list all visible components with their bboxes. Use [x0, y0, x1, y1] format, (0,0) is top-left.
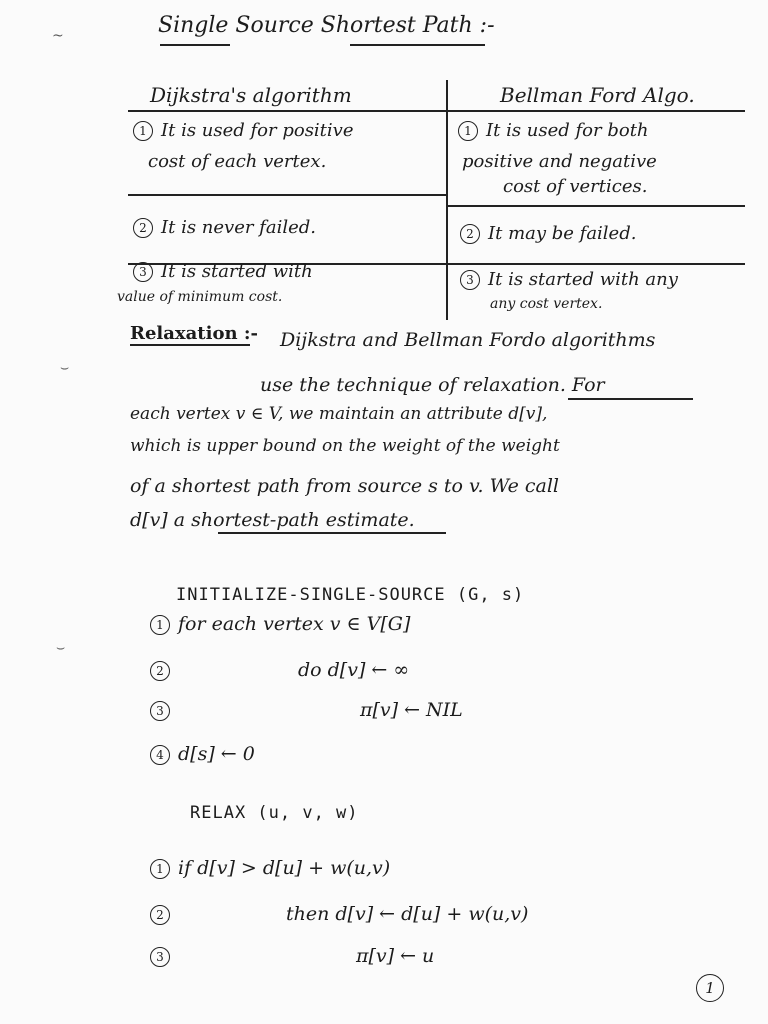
step-number-badge: 3 — [150, 701, 170, 721]
table-row-3-left: 3 It is started with — [133, 262, 313, 282]
row-number-badge: 2 — [460, 224, 480, 244]
table-row-1-left: 1 It is used for positive — [133, 121, 354, 141]
table-row-2-right: 2 It may be failed. — [460, 224, 636, 244]
page-title: Single Source Shortest Path :- — [158, 13, 495, 38]
relaxation-line: which is upper bound on the weight of the weight — [130, 436, 560, 456]
page-number: 1 — [696, 974, 724, 1002]
step-number-badge: 1 — [150, 859, 170, 879]
row-number-badge: 3 — [133, 262, 153, 282]
row-number-badge: 2 — [133, 218, 153, 238]
table-divider-vertical — [446, 80, 448, 320]
table-row-3-left-cont: value of minimum cost. — [117, 289, 283, 305]
step-number-badge: 1 — [150, 615, 170, 635]
table-row-1-left-cont: cost of each vertex. — [148, 151, 327, 172]
relaxation-line: use the technique of relaxation. For — [260, 374, 605, 396]
init-step-3: 3 π[v] ← NIL — [150, 700, 463, 721]
table-header-bellman-ford: Bellman Ford Algo. — [500, 83, 695, 107]
table-row-3-right-cont: any cost vertex. — [490, 296, 603, 312]
relaxation-label-underline — [130, 344, 250, 346]
relax-step-2: 2 then d[v] ← d[u] + w(u,v) — [150, 904, 528, 925]
row-number-badge: 1 — [458, 121, 478, 141]
table-rule — [128, 194, 446, 196]
init-step-4: 4 d[s] ← 0 — [150, 744, 255, 765]
table-row-1-right-cont: positive and negative — [462, 151, 657, 172]
relaxation-line: d[v] a shortest-path estimate. — [130, 509, 415, 531]
init-step-2: 2 do d[v] ← ∞ — [150, 660, 409, 681]
init-step-1: 1 for each vertex v ∈ V[G] — [150, 614, 410, 635]
relaxation-term-underline — [568, 398, 693, 400]
step-number-badge: 2 — [150, 661, 170, 681]
table-row-1-right: 1 It is used for both — [458, 121, 649, 141]
step-number-badge: 4 — [150, 745, 170, 765]
row-number-badge: 3 — [460, 270, 480, 290]
table-row-2-left: 2 It is never failed. — [133, 218, 316, 238]
step-number-badge: 3 — [150, 947, 170, 967]
table-row-3-right: 3 It is started with any — [460, 270, 678, 290]
table-rule — [446, 205, 745, 207]
relax-step-1: 1 if d[v] > d[u] + w(u,v) — [150, 858, 390, 879]
relaxation-label: Relaxation :- — [130, 323, 258, 344]
margin-mark: ~ — [52, 28, 64, 44]
margin-mark: ⌣ — [56, 640, 66, 656]
relaxation-line: of a shortest path from source s to v. We call — [130, 475, 559, 497]
margin-mark: ⌣ — [60, 360, 70, 376]
title-underline — [350, 44, 485, 46]
relaxation-line: Dijkstra and Bellman Fordo algorithms — [280, 329, 656, 351]
relax-header: RELAX (u, v, w) — [190, 803, 359, 823]
row-number-badge: 1 — [133, 121, 153, 141]
step-number-badge: 2 — [150, 905, 170, 925]
table-rule — [128, 110, 745, 112]
relaxation-term-underline — [218, 532, 446, 534]
table-header-dijkstra: Dijkstra's algorithm — [150, 83, 352, 107]
relax-step-3: 3 π[v] ← u — [150, 946, 434, 967]
table-row-1-right-cont: cost of vertices. — [503, 176, 648, 197]
relaxation-line: each vertex v ∈ V, we maintain an attribute d[v], — [130, 404, 548, 424]
init-header: INITIALIZE-SINGLE-SOURCE (G, s) — [176, 585, 525, 605]
title-underline — [160, 44, 230, 46]
